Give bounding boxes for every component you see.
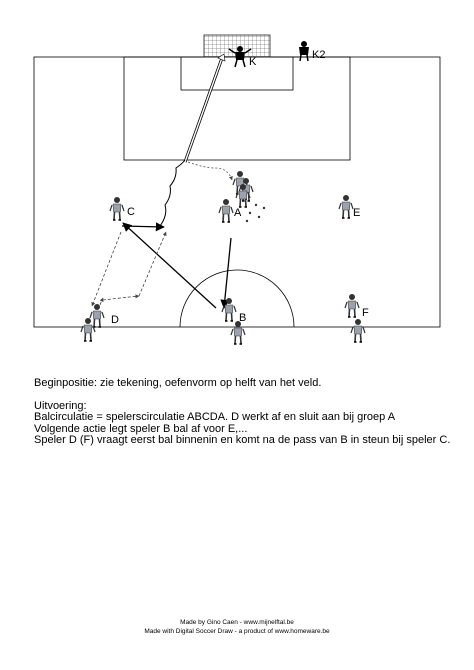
circulation-lines xyxy=(92,232,166,314)
execution-heading: Uitvoering: xyxy=(34,399,87,412)
player-f-support xyxy=(351,319,365,342)
execution-line-1: Balcirculatie = spelerscirculatie ABCDA. D werkt af en sluit aan bij groep A xyxy=(34,411,396,423)
goalkeeper-k2 xyxy=(299,41,309,61)
label-c: C xyxy=(127,206,135,218)
pass-b-to-c xyxy=(123,223,216,308)
player-e xyxy=(339,195,353,218)
shot-arrow xyxy=(185,54,225,162)
footer-made-by: Made by Gino Caen - www.mijnelftal.be xyxy=(180,619,294,626)
penalty-area xyxy=(124,57,350,160)
dribble-run xyxy=(160,160,185,226)
exercise-description xyxy=(34,378,464,447)
player-b-support xyxy=(231,321,245,344)
label-k: K xyxy=(249,56,257,68)
player-c xyxy=(110,197,124,220)
footer-made-with: Made with Digital Soccer Draw - a product of www.homeware.be xyxy=(144,628,330,635)
label-d: D xyxy=(111,314,119,326)
run-dotted-a xyxy=(188,162,232,180)
player-f xyxy=(345,294,359,317)
label-f: F xyxy=(362,307,369,319)
execution-line-2: Volgende actie legt speler B bal af voor E,... xyxy=(34,422,248,435)
execution-line-3: Speler D (F) vraagt eerst bal binnenin en komt na de pass van B in steun bij speler C. xyxy=(34,434,451,446)
player-d-support xyxy=(81,318,95,341)
pass-c-to-run xyxy=(122,226,164,227)
label-a: A xyxy=(234,207,242,219)
player-d xyxy=(90,304,104,327)
label-b: B xyxy=(239,312,247,324)
center-circle xyxy=(180,270,294,327)
start-position-text: Beginpositie: zie tekening, oefenvorm op helft van het veld. xyxy=(34,377,322,389)
pass-a-to-b xyxy=(224,238,231,308)
label-k2: K2 xyxy=(312,49,326,61)
label-e: E xyxy=(353,207,361,219)
